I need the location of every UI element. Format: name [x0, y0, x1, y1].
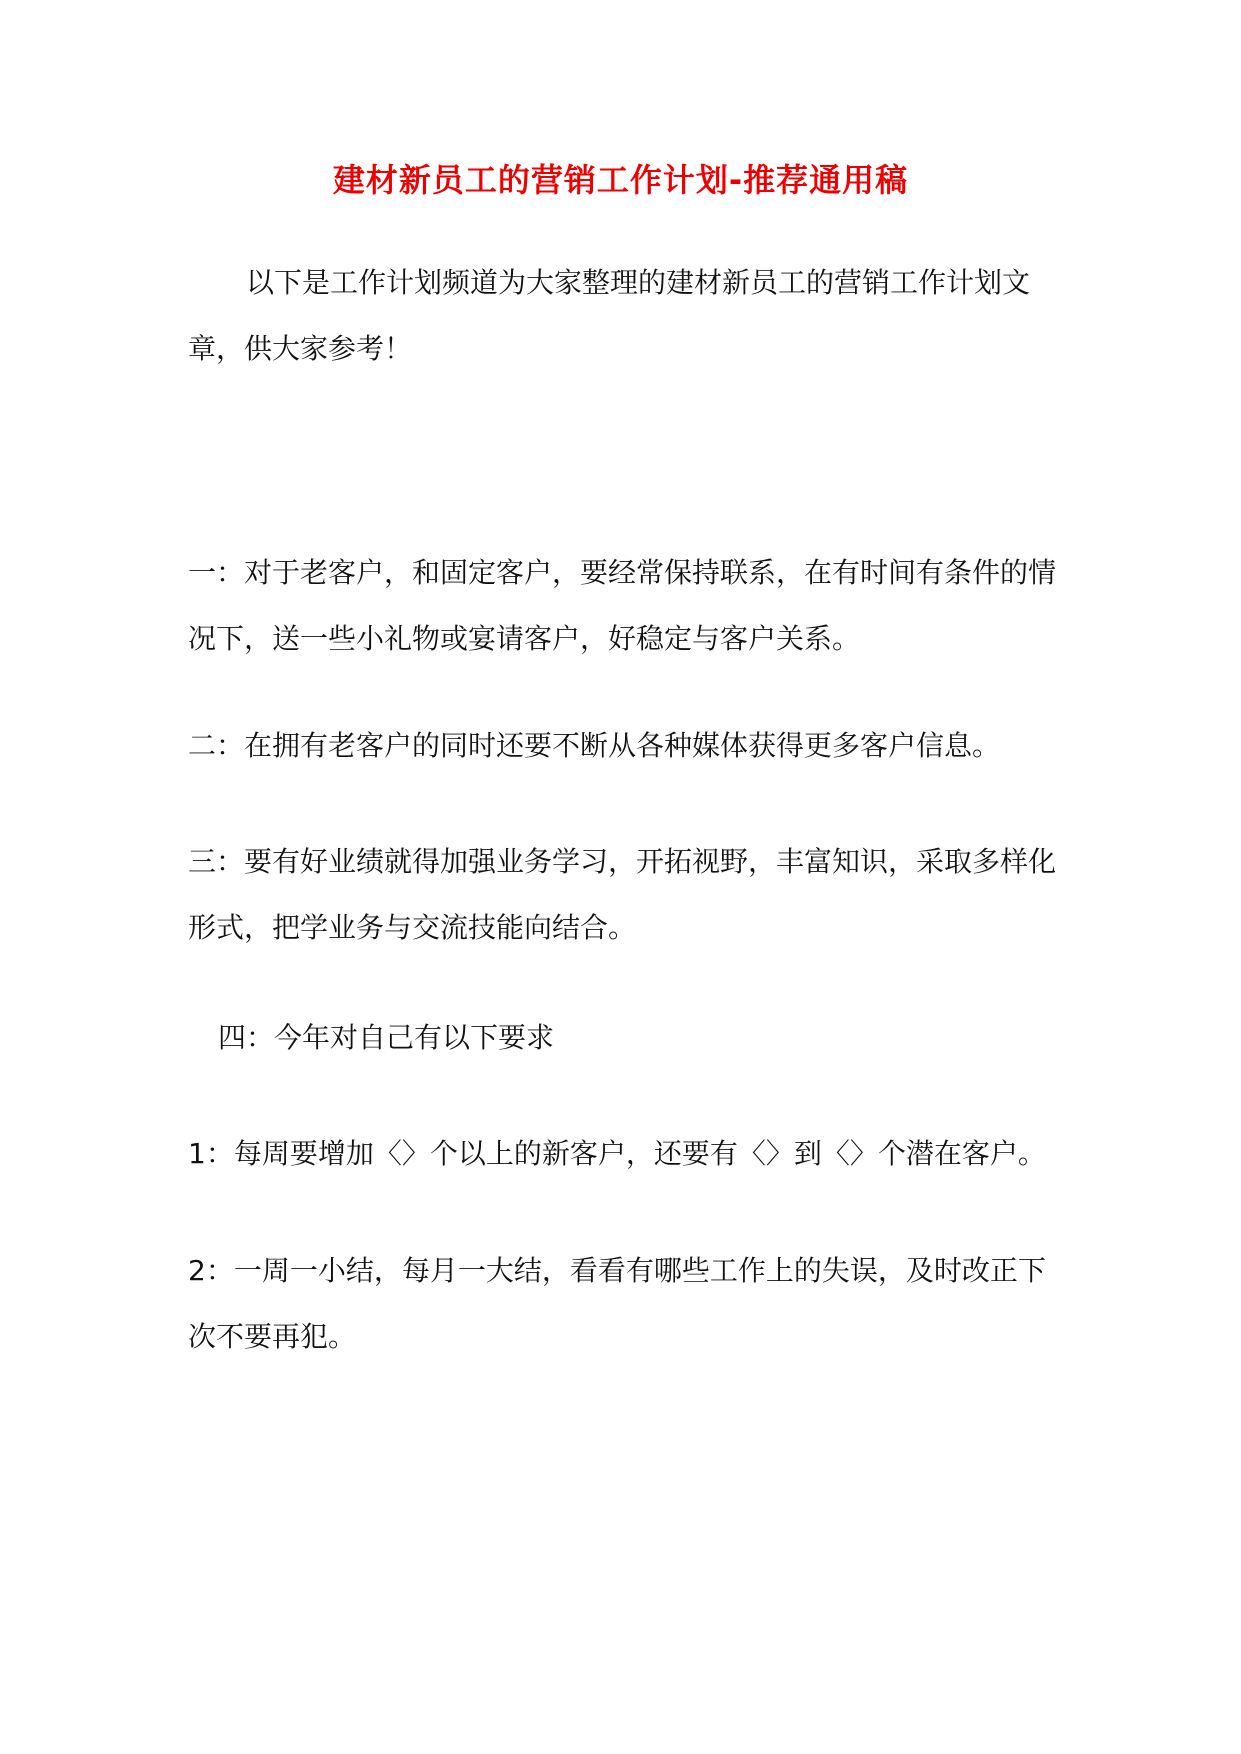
paragraph-item-4: 四：今年对自己有以下要求 — [218, 1021, 555, 1054]
document-title: 建材新员工的营销工作计划-推荐通用稿 — [332, 161, 909, 199]
paragraph-item-2: 二：在拥有老客户的同时还要不断从各种媒体获得更多客户信息。 — [188, 729, 1001, 762]
paragraph-item-3: 三：要有好业绩就得加强业务学习，开拓视野，丰富知识，采取多样化形式，把学业务与交流技能向结合。 — [188, 845, 1057, 944]
requirement-item-1: 1：每周要增加〈〉个以上的新客户，还要有〈〉到〈〉个潜在客户。 — [188, 1137, 1046, 1170]
paragraph-item-1: 一：对于老客户，和固定客户，要经常保持联系，在有时间有条件的情况下，送一些小礼物或宴请客户，好稳定与客户关系。 — [188, 556, 1057, 655]
requirement-item-2: 2：一周一小结，每月一大结，看看有哪些工作上的失误，及时改正下次不要再犯。 — [188, 1254, 1046, 1353]
intro-paragraph: 以下是工作计划频道为大家整理的建材新员工的营销工作计划文章，供大家参考！ — [188, 266, 1031, 365]
